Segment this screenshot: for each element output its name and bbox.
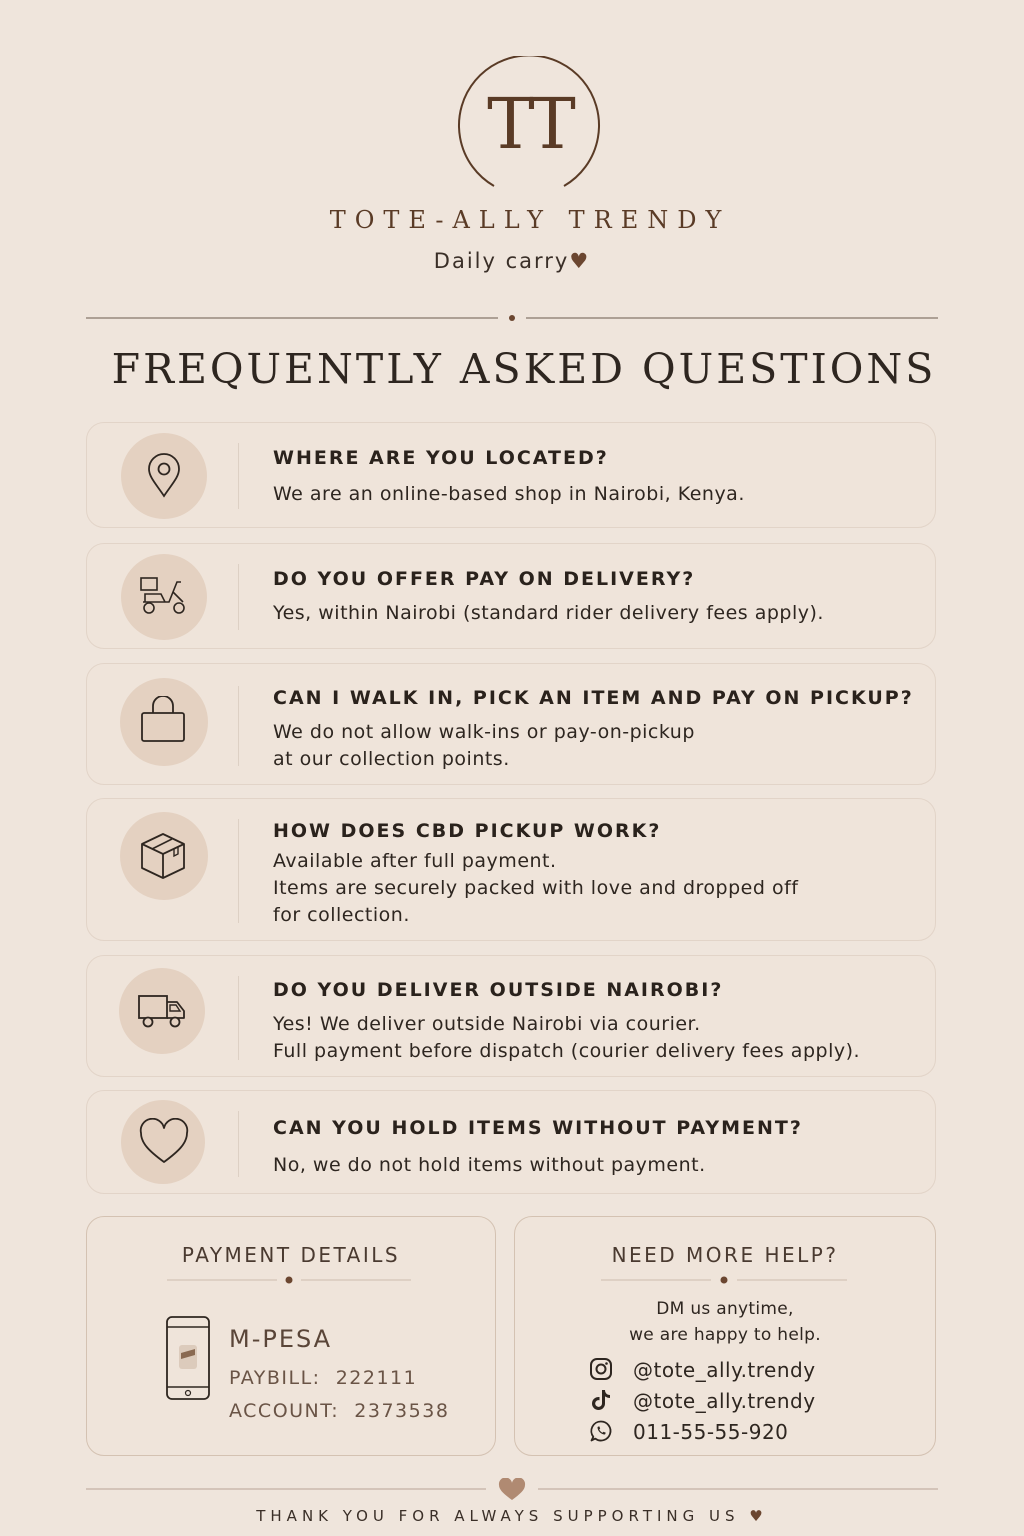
tiktok-icon	[589, 1388, 613, 1412]
icon-circle	[119, 968, 205, 1054]
instagram-icon	[589, 1357, 613, 1381]
faq-question: WHERE ARE YOU LOCATED?	[273, 447, 609, 469]
card-divider	[238, 976, 239, 1060]
paybill-row	[229, 1367, 417, 1389]
payment-divider	[167, 1275, 411, 1285]
mobile-phone-icon	[165, 1315, 211, 1401]
faq-answer-line: We are an online-based shop in Nairobi, Kenya.	[273, 483, 745, 505]
paybill-value: 222111	[335, 1367, 418, 1389]
faq-answer-line: Yes, within Nairobi (standard rider delivery fees apply).	[273, 602, 824, 624]
scooter-icon	[139, 572, 189, 622]
payment-details-title: PAYMENT DETAILS	[181, 1243, 401, 1267]
help-divider	[601, 1275, 847, 1285]
brand-name: TOTE-ALLY TRENDY	[329, 206, 731, 234]
faq-answer-line: for collection.	[273, 904, 410, 926]
card-divider	[238, 686, 239, 766]
tiktok-handle: @tote_ally.trendy	[633, 1389, 816, 1413]
faq-card-walk-in	[86, 663, 936, 785]
heart-icon	[139, 1118, 189, 1168]
payment-details-box	[86, 1216, 496, 1456]
need-help-box	[514, 1216, 936, 1456]
footer-text: THANK YOU FOR ALWAYS SUPPORTING US	[256, 1507, 740, 1525]
faq-card-location	[86, 422, 936, 528]
faq-answer	[273, 848, 798, 929]
card-divider	[238, 443, 239, 509]
brand-tagline	[0, 249, 1024, 273]
faq-answer-line: at our collection points.	[273, 748, 510, 770]
account-value: 2373538	[354, 1400, 450, 1422]
payment-method: M-PESA	[229, 1325, 333, 1353]
faq-question: DO YOU DELIVER OUTSIDE NAIROBI?	[273, 979, 724, 1001]
faq-card-outside-nairobi	[86, 955, 936, 1077]
footer-divider	[86, 1478, 938, 1502]
delivery-truck-icon	[137, 986, 187, 1036]
faq-answer	[273, 481, 745, 508]
instagram-handle: @tote_ally.trendy	[633, 1358, 816, 1382]
account-row	[229, 1400, 449, 1422]
faq-title: FREQUENTLY ASKED QUESTIONS	[111, 345, 937, 393]
heart-icon: ♥	[749, 1507, 768, 1525]
package-box-icon	[138, 830, 188, 880]
faq-question: DO YOU OFFER PAY ON DELIVERY?	[273, 568, 696, 590]
paybill-label: PAYBILL:	[229, 1367, 321, 1389]
heart-icon: ♥	[569, 249, 591, 273]
card-divider	[238, 819, 239, 923]
faq-answer-line: Available after full payment.	[273, 850, 557, 872]
faq-question: CAN YOU HOLD ITEMS WITHOUT PAYMENT?	[273, 1117, 803, 1139]
account-label: ACCOUNT:	[229, 1400, 340, 1422]
whatsapp-icon	[589, 1419, 613, 1443]
faq-answer-line: No, we do not hold items without payment.	[273, 1154, 706, 1176]
faq-answer-line: Yes! We deliver outside Nairobi via courier.	[273, 1013, 701, 1035]
icon-circle	[121, 554, 207, 640]
icon-circle	[121, 1100, 205, 1184]
icon-circle	[120, 812, 208, 900]
faq-answer	[273, 719, 695, 773]
faq-answer-line: Items are securely packed with love and dropped off	[273, 877, 799, 899]
faq-card-hold-items	[86, 1090, 936, 1194]
footer-thanks	[0, 1507, 1024, 1525]
tagline-text: Daily carry	[433, 249, 570, 273]
card-divider	[238, 1111, 239, 1177]
faq-card-pay-on-delivery	[86, 543, 936, 649]
icon-circle	[121, 433, 207, 519]
faq-card-cbd-pickup	[86, 798, 936, 941]
faq-answer-line: Full payment before dispatch (courier delivery fees apply).	[273, 1040, 861, 1062]
logo-monogram: TT	[487, 83, 570, 165]
header-divider	[86, 312, 938, 324]
location-pin-icon	[139, 451, 189, 501]
faq-question: CAN I WALK IN, PICK AN ITEM AND PAY ON PICKUP?	[273, 687, 914, 709]
need-help-title: NEED MORE HELP?	[611, 1243, 839, 1267]
card-divider	[238, 564, 239, 630]
faq-answer	[273, 1011, 860, 1065]
faq-answer	[273, 1152, 706, 1179]
faq-answer-line: We do not allow walk-ins or pay-on-pickup	[273, 721, 695, 743]
brand-logo	[456, 56, 601, 191]
icon-circle	[120, 678, 208, 766]
shopping-bag-icon	[138, 696, 188, 746]
help-line-2: we are happy to help.	[629, 1325, 821, 1345]
faq-question: HOW DOES CBD PICKUP WORK?	[273, 820, 662, 842]
help-line-1: DM us anytime,	[656, 1299, 794, 1319]
whatsapp-number: 011-55-55-920	[633, 1420, 789, 1444]
faq-answer	[273, 600, 824, 627]
